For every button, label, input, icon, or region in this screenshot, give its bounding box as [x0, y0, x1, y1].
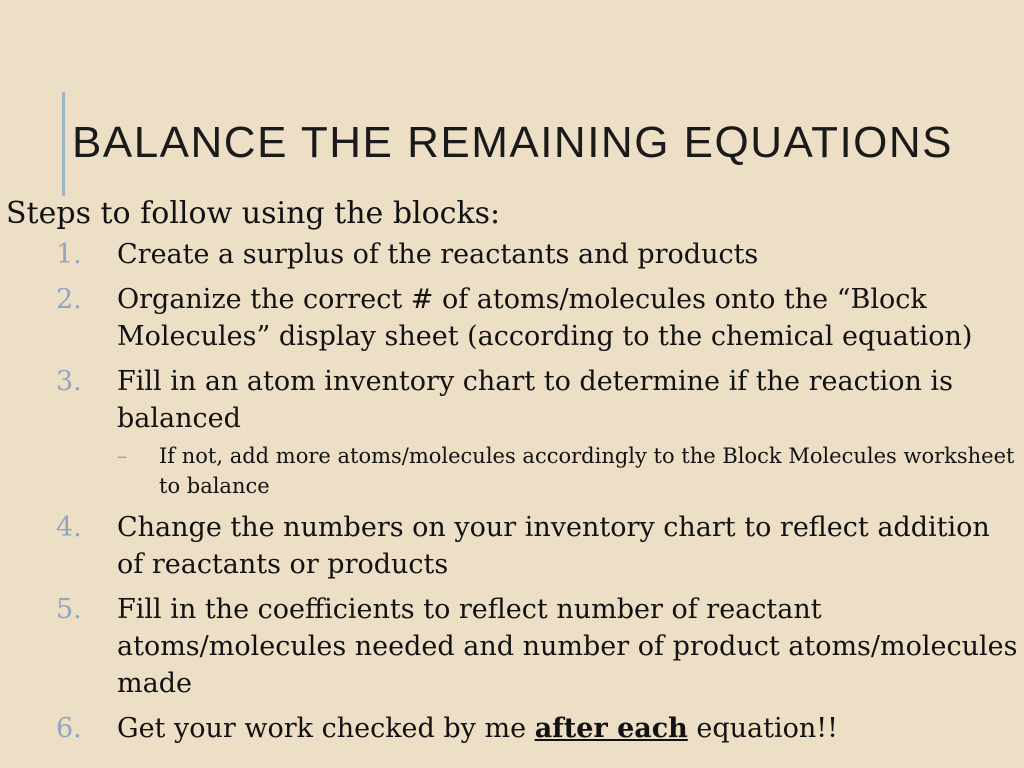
step-item-2: [6, 281, 1018, 355]
steps-intro: Steps to follow using the blocks:: [6, 196, 501, 231]
sub-steps-list: [117, 441, 1018, 501]
step-text: Change the numbers on your inventory chart to reflect addition of reactants or products: [117, 512, 990, 580]
step-item-3: [6, 363, 1018, 501]
step-item-1: [6, 236, 1018, 273]
step-item-5: [6, 591, 1018, 702]
step-item-4: [6, 509, 1018, 583]
step-number: 6.: [56, 713, 82, 744]
sub-step-text: If not, add more atoms/molecules accordingly to the Block Molecules worksheet to balance: [159, 444, 1015, 498]
step-text: Organize the correct # of atoms/molecules onto the “Block Molecules” display sheet (according to the chemical equation): [117, 284, 973, 352]
step-number: 2.: [56, 284, 82, 315]
step-text-before: Get your work checked by me: [117, 713, 535, 744]
title-accent-line: [62, 92, 65, 196]
step-number: 4.: [56, 512, 82, 543]
step-text: Fill in an atom inventory chart to determine if the reaction is balanced: [117, 366, 953, 434]
slide-title: BALANCE THE REMAINING EQUATIONS: [72, 118, 954, 167]
step-text: Fill in the coefficients to reflect number of reactant atoms/molecules needed and number of product atoms/molecules made: [117, 594, 1018, 699]
step-number: 5.: [56, 594, 82, 625]
slide-body: [6, 194, 1018, 755]
step-item-6: [6, 710, 1018, 747]
step-number: 3.: [56, 366, 82, 397]
sub-step-item: [117, 441, 1018, 501]
step-text-after: equation!!: [687, 713, 838, 744]
step-text: Create a surplus of the reactants and products: [117, 239, 759, 270]
emphasis-text: after each: [534, 713, 688, 744]
step-text: [117, 710, 1018, 747]
steps-list: [6, 236, 1018, 747]
dash-marker: –: [117, 444, 128, 468]
step-number: 1.: [56, 239, 82, 270]
